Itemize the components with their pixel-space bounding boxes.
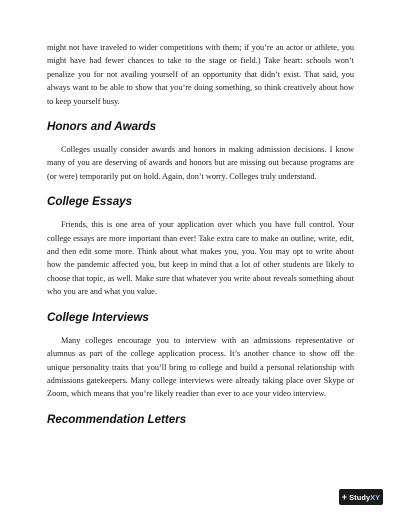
paragraph-interviews: Many colleges encourage you to interview with an admissions representative or alumnus as part of the college application process. It’s another chance to show off the unique personality traits that you’ll bring to college and build a personal relationship with admissions gatekeepers. Many college interviews were already taking place over Skype or Zoom, which means that you’re likely readier than ever to ace your video interview.	[47, 335, 354, 399]
logo-text-accent: XY	[370, 492, 381, 502]
paragraph-honors: Colleges usually consider awards and honors in making admission decisions. I know many of you are deserving of awards and honors but are missing out because programs are (or were) temporarily put on hold. Again, don’t worry. Colleges truly understand.	[47, 145, 354, 181]
logo-text-main: Study	[349, 492, 371, 502]
document-body	[47, 41, 354, 436]
plus-icon: +	[341, 492, 348, 502]
heading-recommendation-letters: Recommendation Letters	[47, 412, 187, 426]
paragraph-continued: might not have traveled to wider competitions with them; if you’re an actor or athlete, you might have had fewer chances to take to the stage or field.) Take heart: schools won’t penalize you for not availing yourself of an opportunity that didn’t exist. That said, you always want to be able to show that you’re doing something, so think creatively about how to keep yourself busy.	[47, 43, 354, 106]
heading-college-essays: College Essays	[47, 195, 133, 209]
heading-honors-and-awards: Honors and Awards	[47, 120, 157, 134]
heading-college-interviews: College Interviews	[47, 310, 149, 324]
paragraph-essays: Friends, this is one area of your application over which you have full control. Your college essays are more important than ever! Take extra care to make an outline, write, edit, and then edit some more. Think about what makes you, you. You may opt to write about how the pandemic affected you, but keep in mind that a lot of other students are likely to choose that topic, as well. Make sure that whatever you write about reveals something about who you are and what you value.	[47, 220, 354, 297]
studyxy-logo[interactable]	[339, 489, 383, 505]
